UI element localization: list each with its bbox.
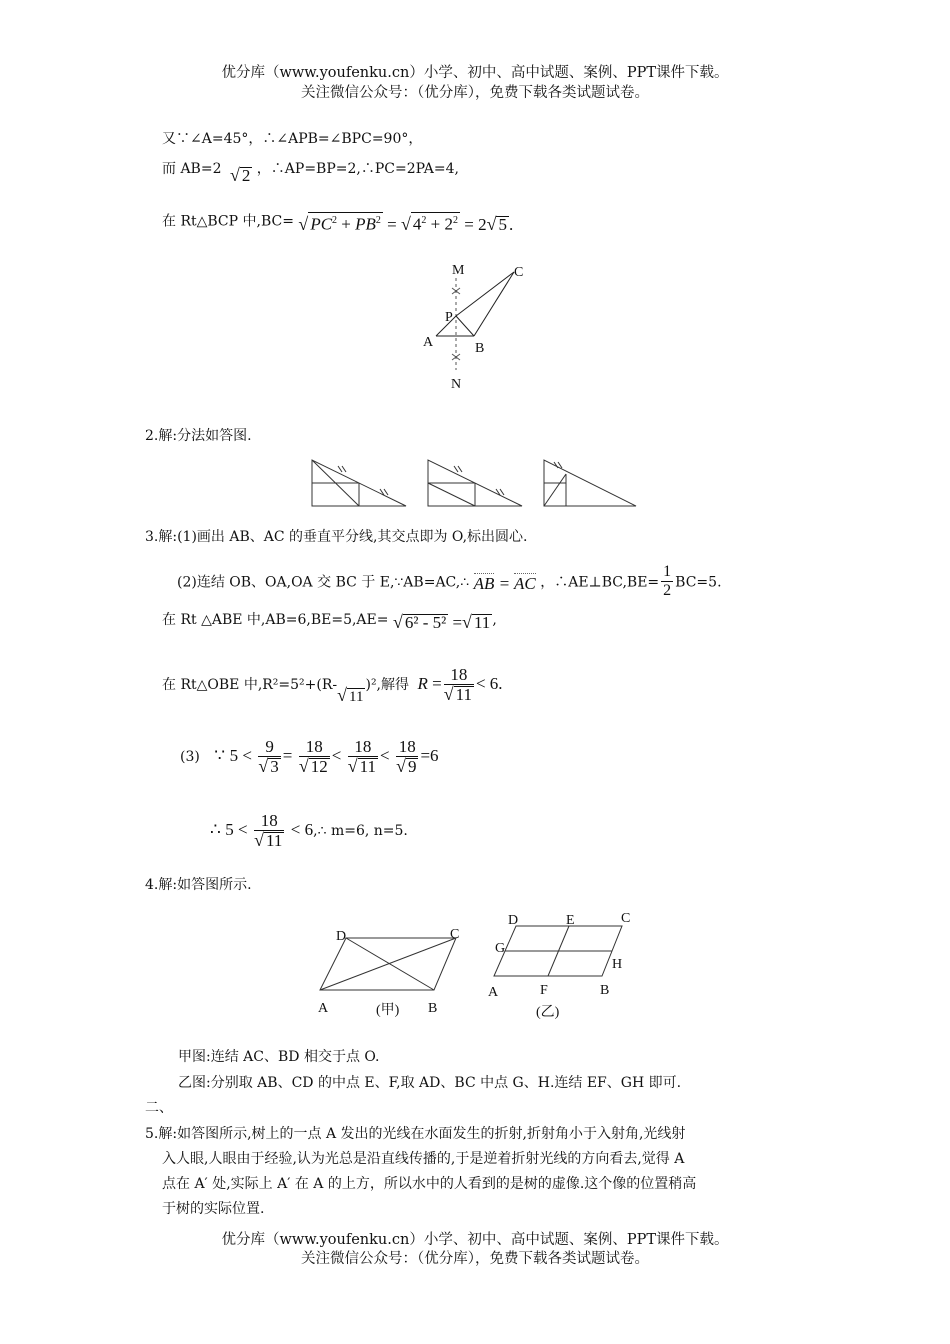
q3-because: ∵ (214, 746, 226, 765)
q3-frac-1-d: 3 (270, 757, 279, 776)
q3-r-frac-d: 11 (455, 685, 472, 704)
q3-line-2 (177, 564, 722, 601)
q4-jia-label-a: A (318, 1001, 329, 1016)
section-2-title: 二、 (145, 1100, 173, 1116)
q1-line-2-b: ，∴AP=BP=2,∴PC=2PA=4, (256, 161, 459, 177)
q3-line-4-b: )²,解得 (365, 677, 410, 693)
q1-label-n: N (451, 377, 462, 392)
q2-figures (308, 456, 638, 510)
q1-four: 4 (412, 214, 422, 234)
q3-half-n: 1 (663, 563, 672, 580)
q4-yi-label-e: E (566, 913, 575, 928)
q1-figure (410, 258, 540, 398)
q4-yi-caption: (乙) (536, 1005, 560, 1020)
q2-text: 2.解:分法如答图. (145, 428, 252, 444)
q1-bc-formula: √ $PC^2 + PB^2$ = √ $4^2 + 2^2 = 2√$ 5 . (298, 213, 514, 234)
q5-line-2: 入人眼,人眼由于经验,认为光总是沿直线传播的,于是逆着折射光线的方向看去,觉得 A (162, 1151, 685, 1167)
q1-sqrt2: √ 2 (229, 165, 251, 185)
q3-half (661, 563, 673, 600)
q3-part3-label: (3) (180, 749, 200, 765)
q1-sqrt2-radicand: 2 (241, 166, 251, 185)
q3-frac-4-n: 18 (396, 738, 418, 757)
q2-t2-tick-4 (500, 489, 504, 495)
q3-r-frac-n: 18 (444, 666, 474, 685)
q2-t1-tick-1 (338, 466, 342, 472)
q5-line-3: 点在 A′ 处,实际上 A′ 在 A 的上方，所以水中的人看到的是树的虚像.这个像的位置稍高 (162, 1176, 697, 1192)
q3-line-3-a: 在 Rt △ABE 中,AB=6,BE=5,AE= (162, 612, 389, 628)
q3-arc-ac: AC (514, 573, 536, 593)
q5-line-1: 5.解:如答图所示,树上的一点 A 发出的光线在水面发生的折射,折射角小于入射角,光线射 (145, 1126, 686, 1142)
header-line-2: 关注微信公众号：（优分库），免费下载各类试题试卷。 (301, 85, 649, 101)
q3-arc-ab: AB (473, 573, 495, 593)
q4-jia-diagonal-ac (320, 938, 456, 990)
footer-line-2: 关注微信公众号：（优分库），免费下载各类试题试卷。 (301, 1251, 649, 1267)
q1-two: 2 (478, 214, 487, 234)
q3-line-4-a: 在 Rt△OBE 中,R²=5²+(R- (162, 677, 338, 693)
q2-t2-tick-2 (458, 466, 462, 472)
q3-line-4-sqrt: √ 11 (337, 685, 364, 705)
q3-frac-4-d: 9 (407, 757, 417, 776)
q3-line-6-five: 5 < (225, 820, 248, 839)
q3-frac-3-d: 11 (359, 757, 377, 776)
q1-label-c: C (514, 265, 524, 280)
q1-label-a: A (423, 335, 434, 350)
q4-jia-label-d: D (336, 929, 347, 944)
q3-frac-4: $\frac{18}{√ 9}$ (396, 737, 417, 776)
q3-ae-result: 11 (473, 613, 491, 632)
footer-line-1: 优分库（www.youfenku.cn）小学、初中、高中试题、案例、PPT课件下载。 (221, 1232, 729, 1248)
q4-text: 4.解:如答图所示. (145, 877, 252, 893)
q3-half-d: 2 (663, 582, 672, 599)
q4-yi-label-c: C (621, 911, 631, 926)
q3-line-3-end: , (492, 612, 497, 628)
q5-line-4: 于树的实际位置. (162, 1201, 265, 1217)
q3-arc-equality: AB = AC (473, 573, 536, 593)
q1-segment-pb (456, 316, 474, 336)
q2-t1-tick-2 (342, 466, 346, 472)
q3-line-6-frac-n: 18 (254, 812, 284, 831)
q2-t2-tick-1 (454, 466, 458, 472)
q4-yi-label-f: F (540, 983, 548, 998)
q3-r: R (417, 674, 428, 693)
q1-label-m: M (452, 263, 465, 278)
q3-line-5-five: 5 < (229, 746, 252, 765)
q3-line-6 (210, 812, 408, 850)
q3-line-2-a: (2)连结 OB、OA,OA 交 BC 于 E,∵AB=AC,∴ (177, 574, 470, 591)
q3-frac-1: $\frac{9}{√ 3}$ (258, 737, 279, 776)
q1-pc: PC (310, 214, 333, 234)
q3-ae-radicand: 6² - 5² (404, 613, 447, 632)
q2-t2-diag (428, 483, 475, 506)
q4-yi-label-h: H (612, 957, 623, 972)
q3-line-5: (3) ∵ 5 < $\frac{9}{√ 3}$ = $\frac{18}{√ 12}$ < $\frac{18}{√ 11}$ < $\frac{18}{√ 9}$ =6 (180, 737, 439, 776)
q3-line-4: 在 Rt△OBE 中,R²=5²+(R-√ 11)²,解得 R = $\frac{18}{√ 11}$ < 6. (162, 665, 503, 705)
q1-segment-pc (456, 272, 514, 316)
q3-r-frac: $\frac{18}{√ 11}$ (443, 665, 472, 704)
q4-jia-caption: (甲) (376, 1003, 400, 1018)
q4-jia-diagonal-bd (346, 938, 434, 990)
q4-line-jia: 甲图:连结 AC、BD 相交于点 O. (178, 1049, 380, 1065)
q3-line-6-c: ,∴ m=6, n=5. (313, 823, 408, 839)
q1-label-p: P (445, 310, 453, 325)
q4-jia-label-c: C (450, 927, 460, 942)
q3-line-2-b: ，∴AE⊥BC,BE= (540, 574, 660, 591)
q3-line-1: 3.解:(1)画出 AB、AC 的垂直平分线,其交点即为 O,标出圆心. (145, 529, 528, 545)
q4-figure-jia (310, 920, 470, 1024)
q3-line-6-frac: $\frac{18}{√ 11}$ (254, 811, 283, 850)
q2-t3-diag (544, 474, 566, 506)
q1-line-1: 又∵∠A=45°，∴∠APB=∠BPC=90°， (162, 131, 423, 147)
q3-line-6-frac-d: 11 (265, 831, 283, 850)
q3-frac-2: $\frac{18}{√ 12}$ (298, 737, 328, 776)
q4-jia-label-b: B (428, 1001, 438, 1016)
q1-pb: PB (355, 214, 376, 234)
q1-label-b: B (475, 341, 485, 356)
q3-ae-formula: √ 6² - 5² =√ 11 (392, 612, 491, 632)
q1-five: 5 (498, 214, 507, 234)
q1-segment-bc (474, 272, 514, 336)
q1-line-2 (162, 158, 459, 185)
q3-frac-1-n: 9 (258, 738, 280, 757)
q4-yi-label-g: G (495, 941, 506, 956)
q1-line-2-a: 而 AB=2 (162, 161, 222, 177)
q4-yi-label-d: D (508, 913, 519, 928)
q4-line-yi: 乙图:分别取 AB、CD 的中点 E、F,取 AD、BC 中点 G、H.连结 EF、GH 即可. (178, 1075, 682, 1091)
q3-frac-2-d: 12 (310, 757, 328, 776)
q3-line-4-end: < 6. (475, 674, 503, 693)
q4-yi-label-a: A (488, 985, 499, 1000)
q3-line-6-b: < 6 (290, 820, 314, 839)
q3-therefore: ∴ (210, 820, 221, 839)
q3-frac-3-n: 18 (348, 738, 378, 757)
q3-line-2-c: BC=5. (675, 574, 722, 591)
q3-line-4-radicand: 11 (349, 689, 364, 705)
header-line-1: 优分库（www.youfenku.cn）小学、初中、高中试题、案例、PPT课件下载。 (221, 65, 729, 81)
q3-line-3 (162, 609, 497, 632)
q4-figure-yi (480, 906, 640, 1024)
q3-line-5-end: =6 (420, 746, 439, 765)
q3-ae-eq: = (452, 613, 463, 632)
q3-frac-3: $\frac{18}{√ 11}$ (347, 737, 377, 776)
q3-frac-2-n: 18 (299, 738, 330, 757)
q2-t1-tick-4 (384, 489, 388, 495)
q1-line-3-text: 在 Rt△BCP 中,BC= (162, 213, 294, 230)
q1-line-3 (162, 208, 514, 234)
q4-yi-label-b: B (600, 983, 610, 998)
